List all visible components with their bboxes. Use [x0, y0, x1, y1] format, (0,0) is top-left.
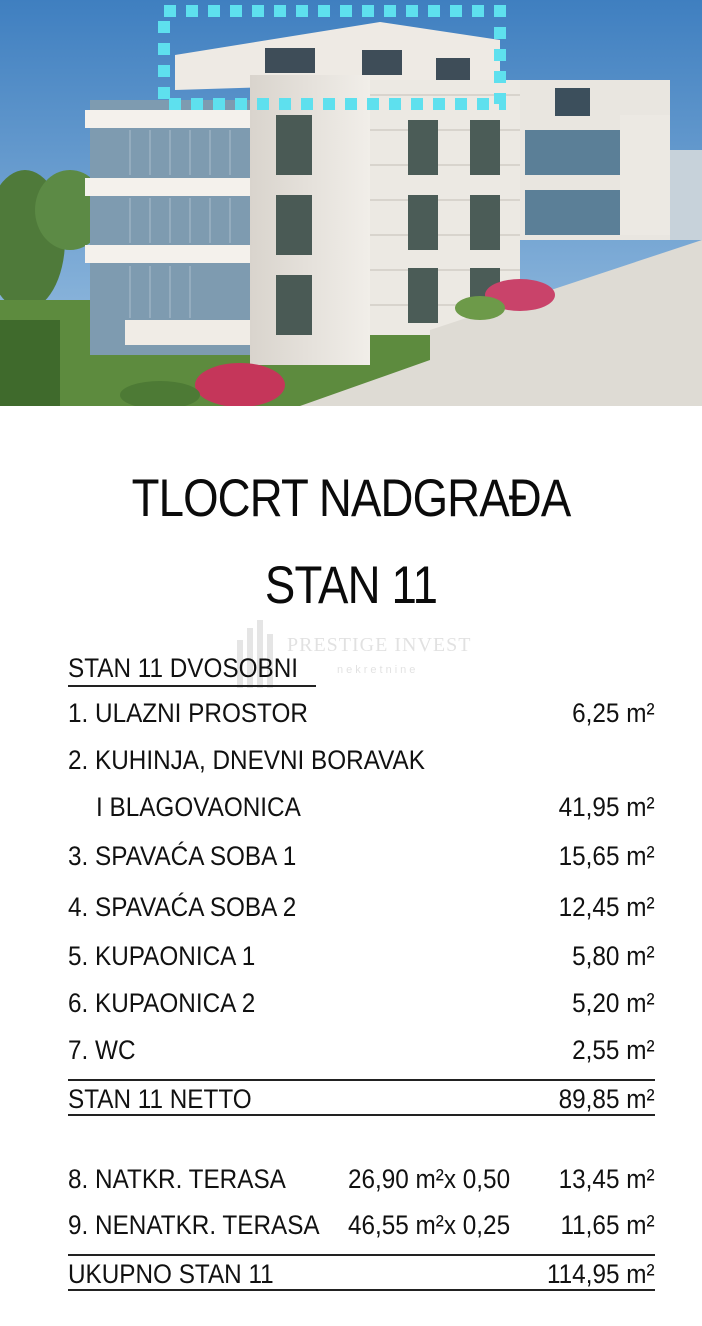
table-row — [68, 695, 655, 731]
table-row — [68, 985, 655, 1021]
netto-label: STAN 11 NETTO — [68, 1084, 252, 1114]
row-calc: 26,90 m²x 0,50 — [348, 1164, 511, 1194]
table-row — [68, 789, 655, 825]
row-calc: 46,55 m²x 0,25 — [348, 1210, 511, 1240]
total-row — [68, 1256, 655, 1292]
row-label: 3. SPAVAĆA SOBA 1 — [68, 841, 297, 871]
row-value: 2,55 m² — [572, 1035, 655, 1065]
row-label: 8. NATKR. TERASA — [68, 1164, 286, 1194]
row-label: 5. KUPAONICA 1 — [68, 941, 256, 971]
total-label: UKUPNO STAN 11 — [68, 1259, 274, 1289]
terrace-row — [68, 1161, 655, 1197]
row-label: 7. WC — [68, 1035, 136, 1065]
row-value: 13,45 m² — [559, 1164, 655, 1194]
row-label: 1. ULAZNI PROSTOR — [68, 698, 308, 728]
table-row — [68, 889, 655, 925]
row-label: 4. SPAVAĆA SOBA 2 — [68, 892, 297, 922]
page-subtitle: STAN 11 — [264, 556, 438, 615]
table-row — [68, 838, 655, 874]
row-value: 6,25 m² — [572, 698, 655, 728]
row-value: 5,80 m² — [572, 941, 655, 971]
divider — [68, 1114, 655, 1116]
watermark-name: PRESTIGE INVEST — [287, 634, 472, 656]
netto-value: 89,85 m² — [559, 1084, 655, 1114]
total-value: 114,95 m² — [547, 1259, 655, 1289]
row-value: 41,95 m² — [559, 792, 655, 822]
row-value: 12,45 m² — [559, 892, 655, 922]
page-title: TLOCRT NADGRAĐA — [131, 469, 571, 528]
row-label: 9. NENATKR. TERASA — [68, 1210, 320, 1240]
heading-underline — [68, 685, 316, 687]
row-value: 5,20 m² — [572, 988, 655, 1018]
row-value: 11,65 m² — [560, 1210, 655, 1240]
divider — [68, 1289, 655, 1291]
table-row — [68, 1032, 655, 1068]
netto-row — [68, 1081, 655, 1117]
table-heading: STAN 11 DVOSOBNI — [68, 653, 299, 683]
table-row — [68, 742, 655, 778]
watermark-subtitle: nekretnine — [337, 664, 419, 676]
row-label: 2. KUHINJA, DNEVNI BORAVAK — [68, 745, 425, 775]
row-label: I BLAGOVAONICA — [96, 792, 301, 822]
row-label: 6. KUPAONICA 2 — [68, 988, 256, 1018]
table-heading-row — [68, 650, 655, 686]
table-row — [68, 938, 655, 974]
terrace-row — [68, 1207, 655, 1243]
building-render — [0, 0, 702, 406]
row-value: 15,65 m² — [559, 841, 655, 871]
building-illustration — [0, 0, 702, 406]
